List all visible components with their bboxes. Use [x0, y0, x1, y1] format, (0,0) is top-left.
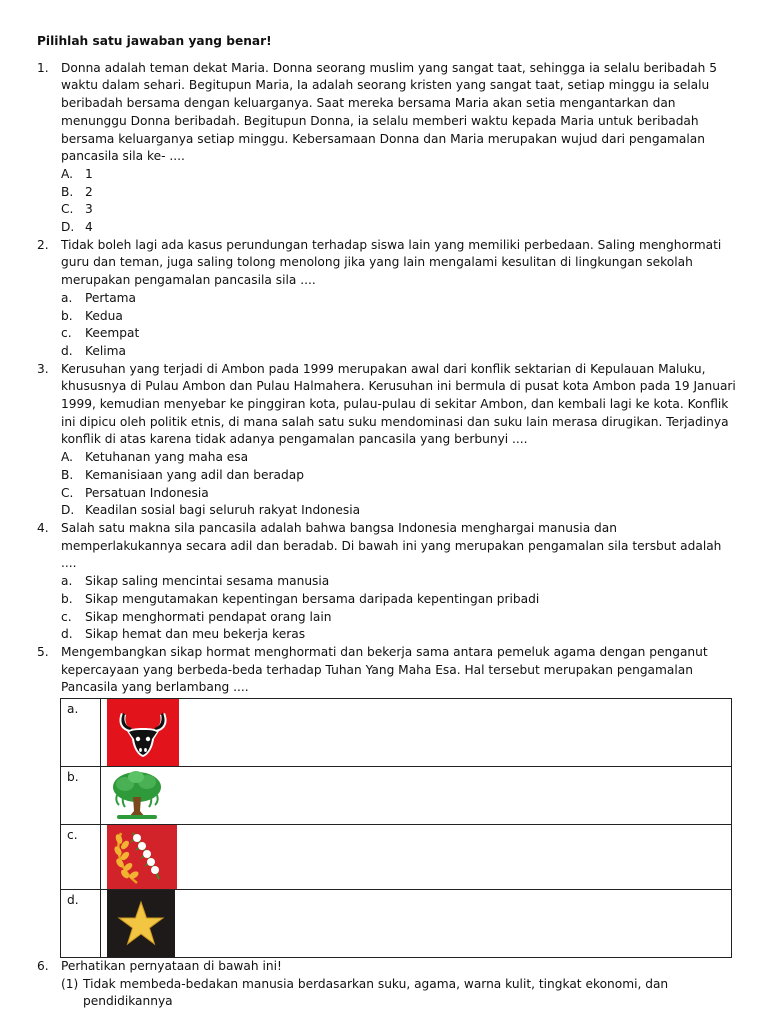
option-text: Kelima [85, 343, 126, 358]
statement-label: (1) [61, 976, 79, 991]
question-4 [37, 520, 737, 644]
option-label: d. [61, 627, 73, 642]
statement-item [61, 976, 737, 1011]
option-item[interactable] [61, 308, 737, 326]
option-text: Ketuhanan yang maha esa [85, 450, 249, 465]
option-label: c. [61, 825, 101, 890]
question-text: Tidak boleh lagi ada kasus perundungan terhadap siswa lain yang memiliki perbedaan. Saling menghormati guru dan teman, juga saling tolong menolong jika yang lain mengalami kesulitan di lingkungan sekolah merupakan pengamalan pancasila sila .... [61, 237, 722, 288]
option-label: B. [61, 184, 74, 199]
option-text: 2 [85, 184, 93, 199]
option-label: a. [61, 574, 73, 589]
option-text: Kedua [85, 308, 123, 323]
option-item[interactable] [61, 626, 737, 644]
option-list [61, 449, 737, 520]
option-item[interactable] [61, 502, 737, 520]
question-2 [37, 237, 737, 361]
image-option-row[interactable] [61, 890, 732, 958]
question-number: 6. [37, 959, 49, 974]
option-label: A. [61, 450, 73, 465]
rice-cotton-icon [107, 825, 177, 889]
option-label: b. [61, 591, 73, 606]
question-number: 1. [37, 60, 49, 75]
question-1 [37, 60, 737, 237]
option-list [61, 573, 737, 644]
question-text: Perhatikan pernyataan di bawah ini! [61, 959, 282, 974]
question-number: 5. [37, 644, 49, 659]
option-item[interactable] [61, 609, 737, 627]
option-text: Keempat [85, 326, 140, 341]
statement-text: Tidak membeda-bedakan manusia berdasarkan suku, agama, warna kulit, tingkat ekonomi, dan pendidikannya [83, 976, 669, 1009]
option-item[interactable] [61, 591, 737, 609]
option-image-cell [101, 890, 732, 958]
option-label: c. [61, 326, 72, 341]
option-text: Sikap saling mencintai sesama manusia [85, 574, 330, 589]
question-text: Mengembangkan sikap hormat menghormati dan bekerja sama antara pemeluk agama dengan penganut kepercayaan yang berbeda-beda terhadap Tuhan Yang Maha Esa. Hal tersebut merupakan pengamalan Pancasila yang berlambang .... [61, 644, 708, 695]
option-item[interactable] [61, 219, 737, 237]
banyan-tree-icon [107, 767, 167, 821]
image-option-row[interactable] [61, 699, 732, 767]
image-options-table [60, 698, 732, 958]
option-label: a. [61, 290, 73, 305]
question-3 [37, 361, 737, 520]
option-item[interactable] [61, 467, 737, 485]
option-label: B. [61, 467, 74, 482]
question-6 [37, 958, 737, 1011]
instruction-heading: Pilihlah satu jawaban yang benar! [37, 34, 272, 48]
question-text: Kerusuhan yang terjadi di Ambon pada 1999 merupakan awal dari konflik sektarian di Kepulauan Maluku, khususnya di Pulau Ambon dan Pulau Halmahera. Kerusuhan ini bermula di pusat kota Ambon pada 19 Januari 1999, kemudian menyebar ke pinggiran kota, pulau-pulau di sekitar Ambon, dan kembali lagi ke kota. Konflik ini dipicu oleh politik etnis, di mana salah satu suku mendominasi dan suku lain merasa dirugikan. Terjadinya konflik di atas karena tidak adanya pengamalan pancasila yang berbunyi .... [61, 361, 736, 447]
option-label: d. [61, 890, 101, 958]
option-item[interactable] [61, 485, 737, 503]
option-list [61, 166, 737, 237]
option-item[interactable] [61, 325, 737, 343]
option-label: d. [61, 343, 73, 358]
option-label: C. [61, 202, 74, 217]
option-label: b. [61, 308, 73, 323]
option-text: Kemanisiaan yang adil dan beradap [85, 467, 304, 482]
option-list [61, 290, 737, 361]
option-label: A. [61, 166, 73, 181]
option-text: Persatuan Indonesia [85, 485, 209, 500]
option-item[interactable] [61, 166, 737, 184]
option-text: Sikap menghormati pendapat orang lain [85, 609, 332, 624]
question-number: 3. [37, 361, 49, 376]
image-option-row[interactable] [61, 825, 732, 890]
star-icon [107, 890, 175, 957]
option-label: a. [61, 699, 101, 767]
option-label: b. [61, 767, 101, 825]
option-text: 1 [85, 166, 93, 181]
question-number: 2. [37, 237, 49, 252]
question-number: 4. [37, 520, 49, 535]
option-item[interactable] [61, 184, 737, 202]
option-image-cell [101, 767, 732, 825]
option-label: c. [61, 609, 72, 624]
option-text: 3 [85, 202, 93, 217]
question-text: Donna adalah teman dekat Maria. Donna seorang muslim yang sangat taat, sehingga ia selalu beribadah 5 waktu dalam sehari. Begitupun Maria, Ia adalah seorang kristen yang sangat taat, setiap minggu ia selalu beribadah bersama dengan keluarganya. Saat mereka bersama Maria akan setia mengantarkan dan menunggu Donna beribadah. Begitupun Donna, ia selalu memberi waktu kepada Maria untuk beribadah bersama keluarganya setiap minggu. Kebersamaan Donna dan Maria merupakan wujud dari pengamalan pancasila sila ke- .... [61, 60, 717, 164]
option-text: 4 [85, 220, 93, 235]
image-option-row[interactable] [61, 767, 732, 825]
question-text: Salah satu makna sila pancasila adalah bahwa bangsa Indonesia menghargai manusia dan memperlakukannya secara adil dan beradab. Di bawah ini yang merupakan pengamalan sila tersbut adalah .... [61, 520, 722, 571]
option-item[interactable] [61, 343, 737, 361]
option-image-cell [101, 825, 732, 890]
option-image-cell [101, 699, 732, 767]
option-item[interactable] [61, 201, 737, 219]
option-text: Sikap hemat dan meu bekerja keras [85, 627, 306, 642]
option-item[interactable] [61, 290, 737, 308]
option-item[interactable] [61, 449, 737, 467]
option-label: D. [61, 503, 75, 518]
option-text: Keadilan sosial bagi seluruh rakyat Indonesia [85, 503, 361, 518]
bull-head-icon [107, 699, 179, 766]
option-label: C. [61, 485, 74, 500]
option-text: Pertama [85, 290, 137, 305]
option-label: D. [61, 220, 75, 235]
worksheet [37, 33, 737, 1011]
question-5 [37, 644, 737, 697]
option-item[interactable] [61, 573, 737, 591]
option-text: Sikap mengutamakan kepentingan bersama daripada kepentingan pribadi [85, 591, 540, 606]
